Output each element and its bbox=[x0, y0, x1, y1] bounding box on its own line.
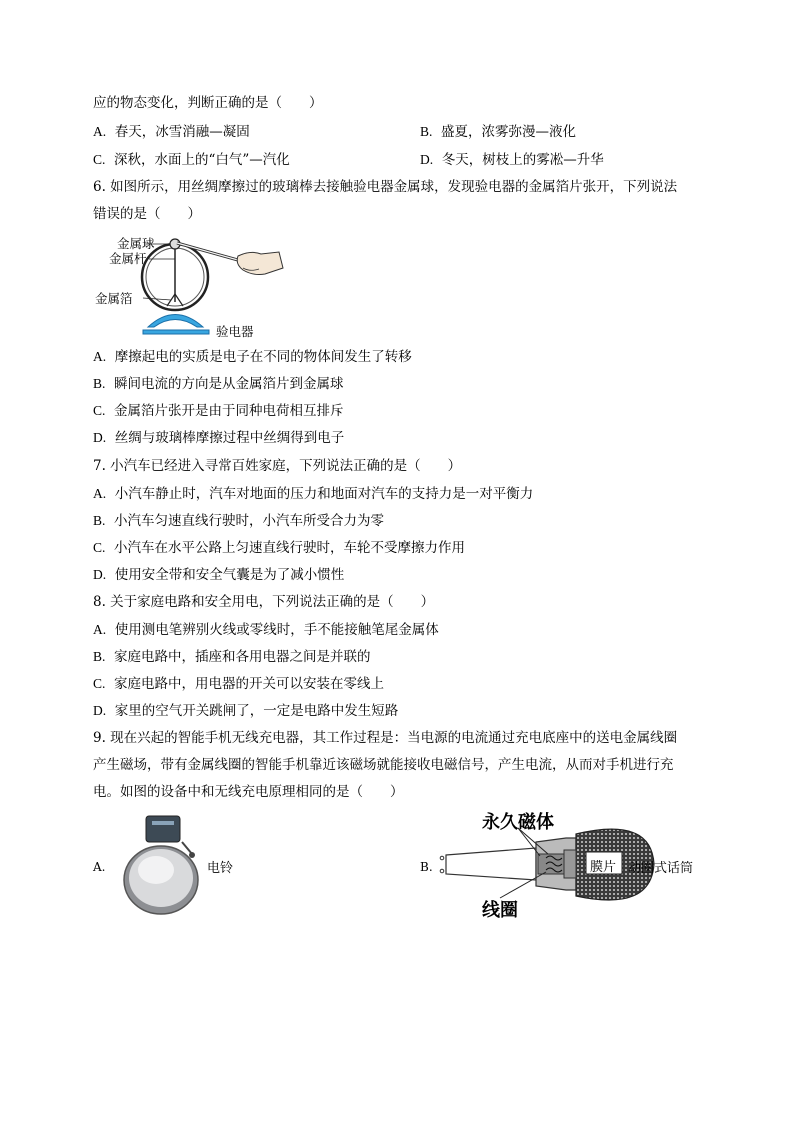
q8-option-d: D. 家里的空气开关跳闸了，一定是电路中发生短路 bbox=[93, 703, 399, 719]
label-permanent-magnet: 永久磁体 bbox=[482, 812, 554, 833]
q7-option-b: B. 小汽车匀速直线行驶时，小汽车所受合力为零 bbox=[93, 513, 384, 529]
q6-option-b: B. 瞬间电流的方向是从金属箔片到金属球 bbox=[93, 376, 344, 392]
q8-stem: 8. 关于家庭电路和安全用电，下列说法正确的是（ ） bbox=[93, 594, 435, 610]
electric-bell-drawing bbox=[120, 812, 210, 918]
electroscope-figure bbox=[93, 232, 293, 342]
electric-bell-figure bbox=[120, 812, 210, 918]
q8-option-b: B. 家庭电路中，插座和各用电器之间是并联的 bbox=[93, 649, 371, 665]
q5-option-d: D. 冬天，树枝上的雾凇—升华 bbox=[420, 152, 604, 168]
q7-option-c: C. 小汽车在水平公路上匀速直线行驶时，车轮不受摩擦力作用 bbox=[93, 540, 465, 556]
label-metal-foil: 金属箔 bbox=[95, 291, 133, 306]
q5-option-c: C. 深秋，水面上的“白气”—汽化 bbox=[93, 152, 290, 168]
q7-stem: 7. 小汽车已经进入寻常百姓家庭，下列说法正确的是（ ） bbox=[93, 458, 462, 474]
label-coil: 线圈 bbox=[482, 900, 518, 921]
q5-stem-tail: 应的物态变化，判断正确的是（ ） bbox=[93, 95, 323, 111]
q7-option-a: A. 小汽车静止时，汽车对地面的压力和地面对汽车的支持力是一对平衡力 bbox=[93, 486, 534, 502]
electric-bell-caption: 电铃 bbox=[207, 861, 234, 876]
q9-stem-line2: 产生磁场，带有金属线圈的智能手机靠近该磁场就能接收电磁信号，产生电流，从而对手机进行充 bbox=[93, 757, 674, 773]
q9-stem-line1: 9. 现在兴起的智能手机无线充电器，其工作过程是：当电源的电流通过充电底座中的送电金属线圈 bbox=[93, 730, 678, 746]
q9-option-a-letter: A. bbox=[93, 860, 106, 874]
label-metal-ball: 金属球 bbox=[117, 236, 155, 251]
q5-option-b: B. 盛夏，浓雾弥漫—液化 bbox=[420, 124, 576, 140]
q6-stem-line1: 6. 如图所示，用丝绸摩擦过的玻璃棒去接触验电器金属球，发现验电器的金属箔片张开，下列说法 bbox=[93, 179, 678, 195]
q5-option-a: A. 春天，冰雪消融—凝固 bbox=[93, 124, 250, 140]
q6-option-a: A. 摩擦起电的实质是电子在不同的物体间发生了转移 bbox=[93, 349, 412, 365]
q7-option-d: D. 使用安全带和安全气囊是为了减小惯性 bbox=[93, 567, 345, 583]
microphone-caption: 动圈式话筒 bbox=[628, 861, 694, 876]
q6-option-c: C. 金属箔片张开是由于同种电荷相互排斥 bbox=[93, 403, 344, 419]
q6-stem-line2: 错误的是（ ） bbox=[93, 206, 201, 222]
q9-stem-line3: 电。如图的设备中和无线充电原理相同的是（ ） bbox=[93, 784, 404, 800]
q9-option-b-letter: B. bbox=[420, 860, 433, 874]
q6-option-d: D. 丝绸与玻璃棒摩擦过程中丝绸得到电子 bbox=[93, 430, 345, 446]
label-metal-rod: 金属杆 bbox=[109, 251, 147, 266]
label-diaphragm: 膜片 bbox=[590, 860, 617, 875]
q8-option-c: C. 家庭电路中，用电器的开关可以安装在零线上 bbox=[93, 676, 384, 692]
electroscope-caption: 验电器 bbox=[216, 324, 254, 339]
q8-option-a: A. 使用测电笔辨别火线或零线时，手不能接触笔尾金属体 bbox=[93, 622, 439, 638]
